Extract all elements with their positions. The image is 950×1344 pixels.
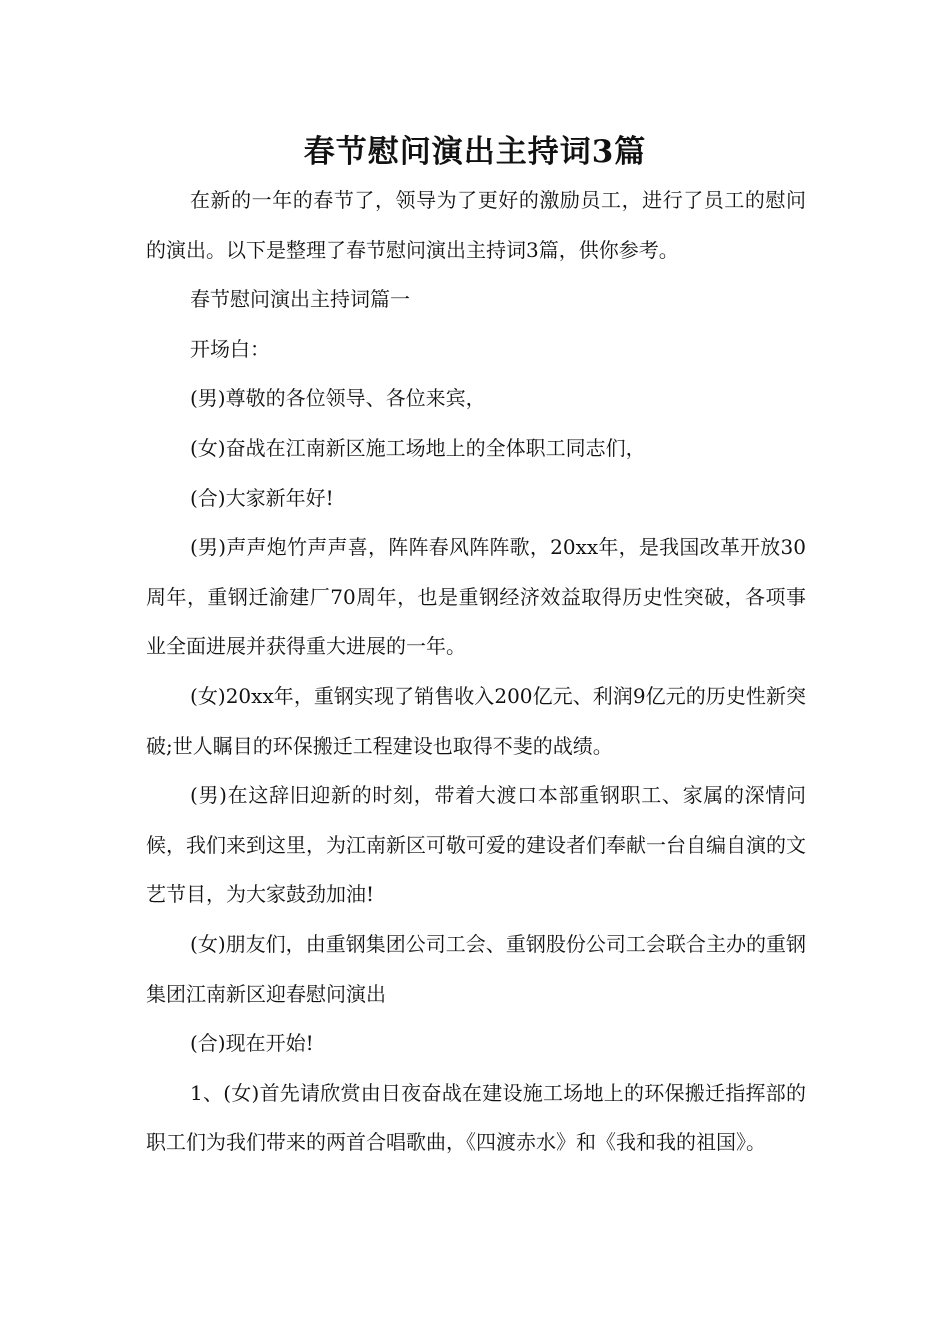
document-title: 春节慰问演出主持词3篇	[303, 134, 647, 170]
paragraph: (女)20xx年，重钢实现了销售收入200亿元、利润9亿元的历史性新突破;世人瞩目的环保搬迁工程建设也取得不斐的战绩。	[146, 683, 806, 758]
paragraph: (男)声声炮竹声声喜，阵阵春风阵阵歌，20xx年，是我国改革开放30周年，重钢迁渝建厂70周年，也是重钢经济效益取得历史性突破，各项事业全面进展并获得重大进展的一年。	[146, 535, 806, 659]
section-heading: 春节慰问演出主持词篇一	[190, 287, 410, 312]
paragraph: (男)在这辞旧迎新的时刻，带着大渡口本部重钢职工、家属的深情问候，我们来到这里，为江南新区可敬可爱的建设者们奉献一台自编自演的文艺节目，为大家鼓劲加油!	[146, 783, 806, 907]
intro-paragraph: 在新的一年的春节了，领导为了更好的激励员工，进行了员工的慰问的演出。以下是整理了春节慰问演出主持词3篇，供你参考。	[146, 188, 806, 262]
paragraph: (女)奋战在江南新区施工场地上的全体职工同志们，	[190, 435, 646, 460]
paragraph: 开场白：	[190, 336, 270, 361]
document-body	[146, 176, 806, 1168]
paragraph: (合)大家新年好!	[190, 485, 334, 510]
paragraph: 1、(女)首先请欣赏由日夜奋战在建设施工场地上的环保搬迁指挥部的职工们为我们带来的两首合唱歌曲，《四渡赤水》和《我和我的祖国》。	[146, 1080, 806, 1155]
paragraph: (合)现在开始!	[190, 1031, 314, 1056]
paragraph: (男)尊敬的各位领导、各位来宾，	[190, 386, 486, 411]
paragraph: (女)朋友们，由重钢集团公司工会、重钢股份公司工会联合主办的重钢集团江南新区迎春慰问演出	[146, 931, 806, 1006]
